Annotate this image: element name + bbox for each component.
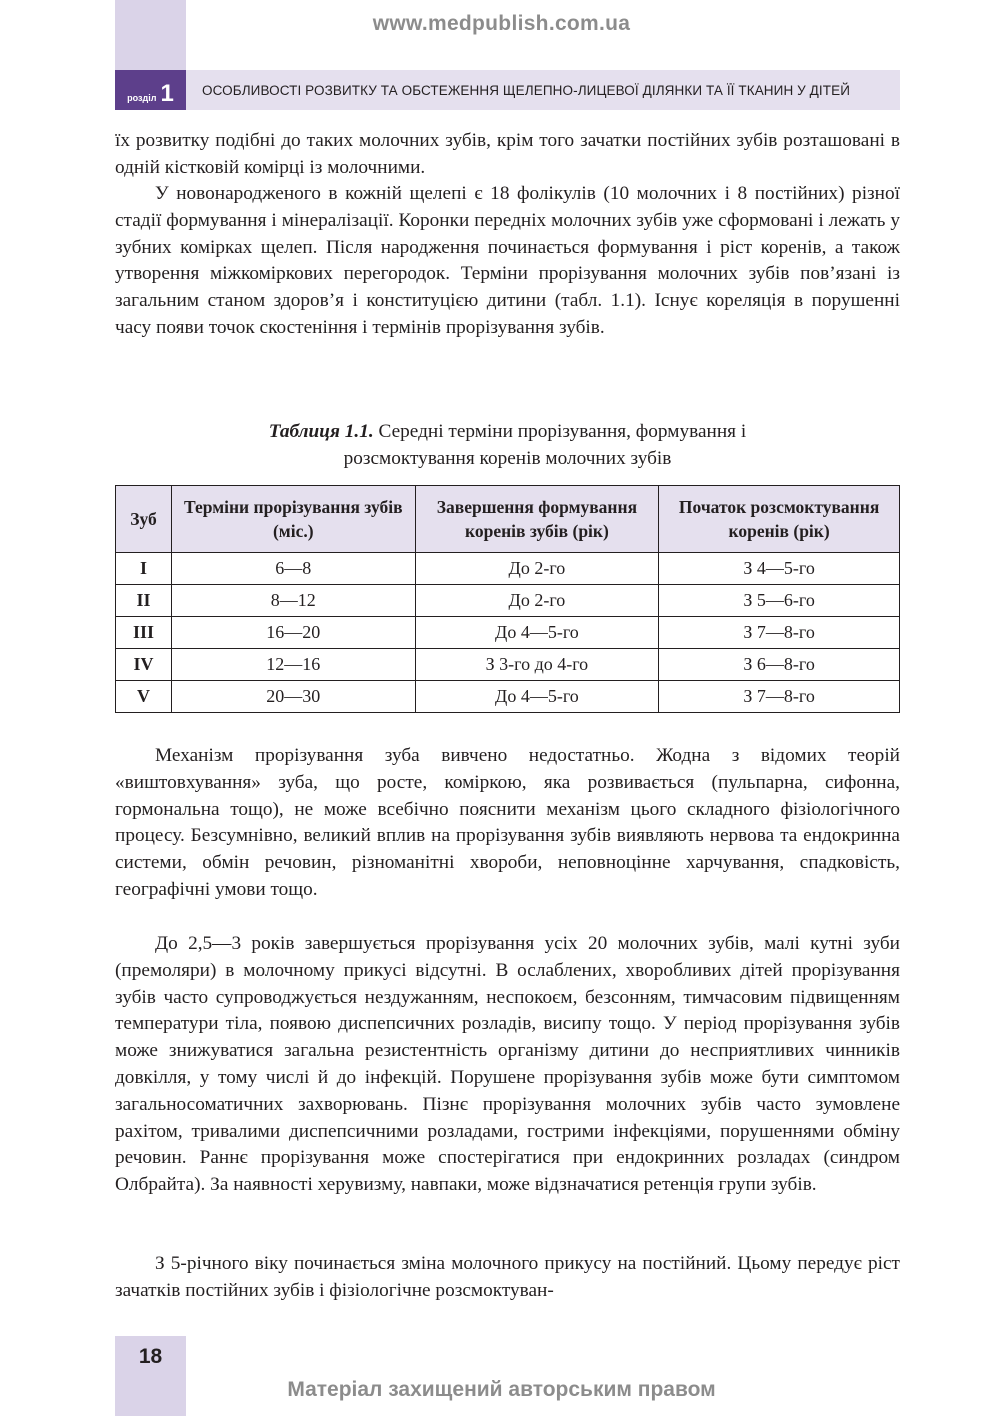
cell-root-resorption: З 6—8-го (659, 649, 900, 681)
col-header-tooth: Зуб (116, 486, 172, 553)
table-row (116, 553, 900, 585)
section-label: розділ (127, 93, 157, 103)
cell-root-formation: З 3-го до 4-го (415, 649, 659, 681)
cell-eruption: 16—20 (171, 617, 415, 649)
paragraph-newborn-follicles: У новонародженого в кожній щелепі є 18 фолікулів (10 молочних і 8 постійних) різної стадії формування і мінералізації. Коронки передніх молочних зубів уже сформовані і лежать у зубних комірках щелеп. Після народження починається формування і ріст коренів, а також утворення міжкоміркових перегородок. Терміни прорізування молочних зубів пов’язані із загальним станом здоров’я і конституцією дитини (табл. 1.1). Існує кореляція в порушенні часу появи точок скостеніння і термінів прорізування зубів. (115, 183, 900, 338)
cell-tooth: II (116, 585, 172, 617)
cell-tooth: I (116, 553, 172, 585)
cell-eruption: 6—8 (171, 553, 415, 585)
col-header-root-resorption: Початок розсмоктування коренів (рік) (659, 486, 900, 553)
table-row (116, 585, 900, 617)
cell-root-formation: До 4—5-го (415, 681, 659, 713)
section-badge (115, 70, 186, 110)
col-header-eruption: Терміни прорізування зубів (міс.) (171, 486, 415, 553)
paragraph-bite-change: З 5-річного віку починається зміна молочного прикусу на постійний. Цьому передує ріст зачатків постійних зубів і фізіологічне розсмоктуван- (115, 1253, 900, 1301)
cell-eruption: 8—12 (171, 585, 415, 617)
running-header-title: ОСОБЛИВОСТІ РОЗВИТКУ ТА ОБСТЕЖЕННЯ ЩЕЛЕПНО-ЛИЦЕВОЇ ДІЛЯНКИ ТА ЇЇ ТКАНИН У ДІТЕЙ (202, 82, 851, 98)
teeth-eruption-table (115, 485, 900, 713)
table-row (116, 649, 900, 681)
section-number: 1 (160, 80, 174, 107)
table-row (116, 681, 900, 713)
table-row (116, 617, 900, 649)
cell-eruption: 12—16 (171, 649, 415, 681)
watermark-bottom: Матеріал захищений авторським правом (287, 1378, 716, 1401)
table-caption-line1: Середні терміни прорізування, формування і (378, 421, 747, 442)
cell-root-formation: До 2-го (415, 585, 659, 617)
cell-root-resorption: З 7—8-го (659, 681, 900, 713)
table-caption-number: Таблиця 1.1. (268, 421, 374, 442)
table-header-row (116, 486, 900, 553)
cell-root-formation: До 4—5-го (415, 617, 659, 649)
watermark-top: www.medpublish.com.ua (372, 12, 631, 35)
cell-root-resorption: З 4—5-го (659, 553, 900, 585)
paragraph-continuation: їх розвитку подібні до таких молочних зубів, крім того зачатки постійних зубів розташовані в одній кістковій комірці із молочними. (115, 130, 900, 178)
col-header-root-formation: Завершення формування коренів зубів (рік) (415, 486, 659, 553)
page-number: 18 (138, 1345, 163, 1368)
running-header (186, 70, 900, 110)
cell-eruption: 20—30 (171, 681, 415, 713)
cell-tooth: IV (116, 649, 172, 681)
paragraph-eruption-completion: До 2,5—3 років завершується прорізування усіх 20 молочних зубів, малі кутні зуби (премоляри) в молочному прикусі відсутні. В ослаблених, хворобливих дітей прорізування зубів часто супроводжується нездужанням, неспокоєм, безсонням, тимчасовим підвищенням температури тіла, появою диспепсичних розладів, висипу тощо. У період прорізування зубів може знижуватися загальна резистентність організму дитини до несприятливих чинників довкілля, у тому числі й до інфекцій. Порушене прорізування зубів може бути симптомом загальносоматичних захворювань. Пізнє прорізування молочних зубів часто зумовлене рахітом, тривалими диспепсичними розладами, гострими інфекціями, порушеннями обміну речовин. Раннє прорізування може спостерігатися при ендокринних розладах (синдром Олбрайта). За наявності херувизму, навпаки, може відзначатися ретенція групи зубів. (115, 933, 900, 1196)
cell-tooth: V (116, 681, 172, 713)
paragraph-eruption-mechanism: Механізм прорізування зуба вивчено недостатньо. Жодна з відомих теорій «виштовхування» зуба, що росте, коміркою, яка розвивається (пульпарна, сифонна, гормональна тощо), не може всебічно пояснити механізм цього складного фізіологічного процесу. Безсумнівно, великий вплив на прорізування зубів виявляють нервова та ендокринна системи, обмін речовин, різноманітні хвороби, неповноцінне харчування, спадковість, географічні умови тощо. (115, 745, 900, 900)
table-caption-line2: розсмоктування коренів молочних зубів (343, 448, 672, 469)
cell-root-resorption: З 7—8-го (659, 617, 900, 649)
table-caption (115, 418, 900, 472)
cell-tooth: III (116, 617, 172, 649)
cell-root-resorption: З 5—6-го (659, 585, 900, 617)
cell-root-formation: До 2-го (415, 553, 659, 585)
